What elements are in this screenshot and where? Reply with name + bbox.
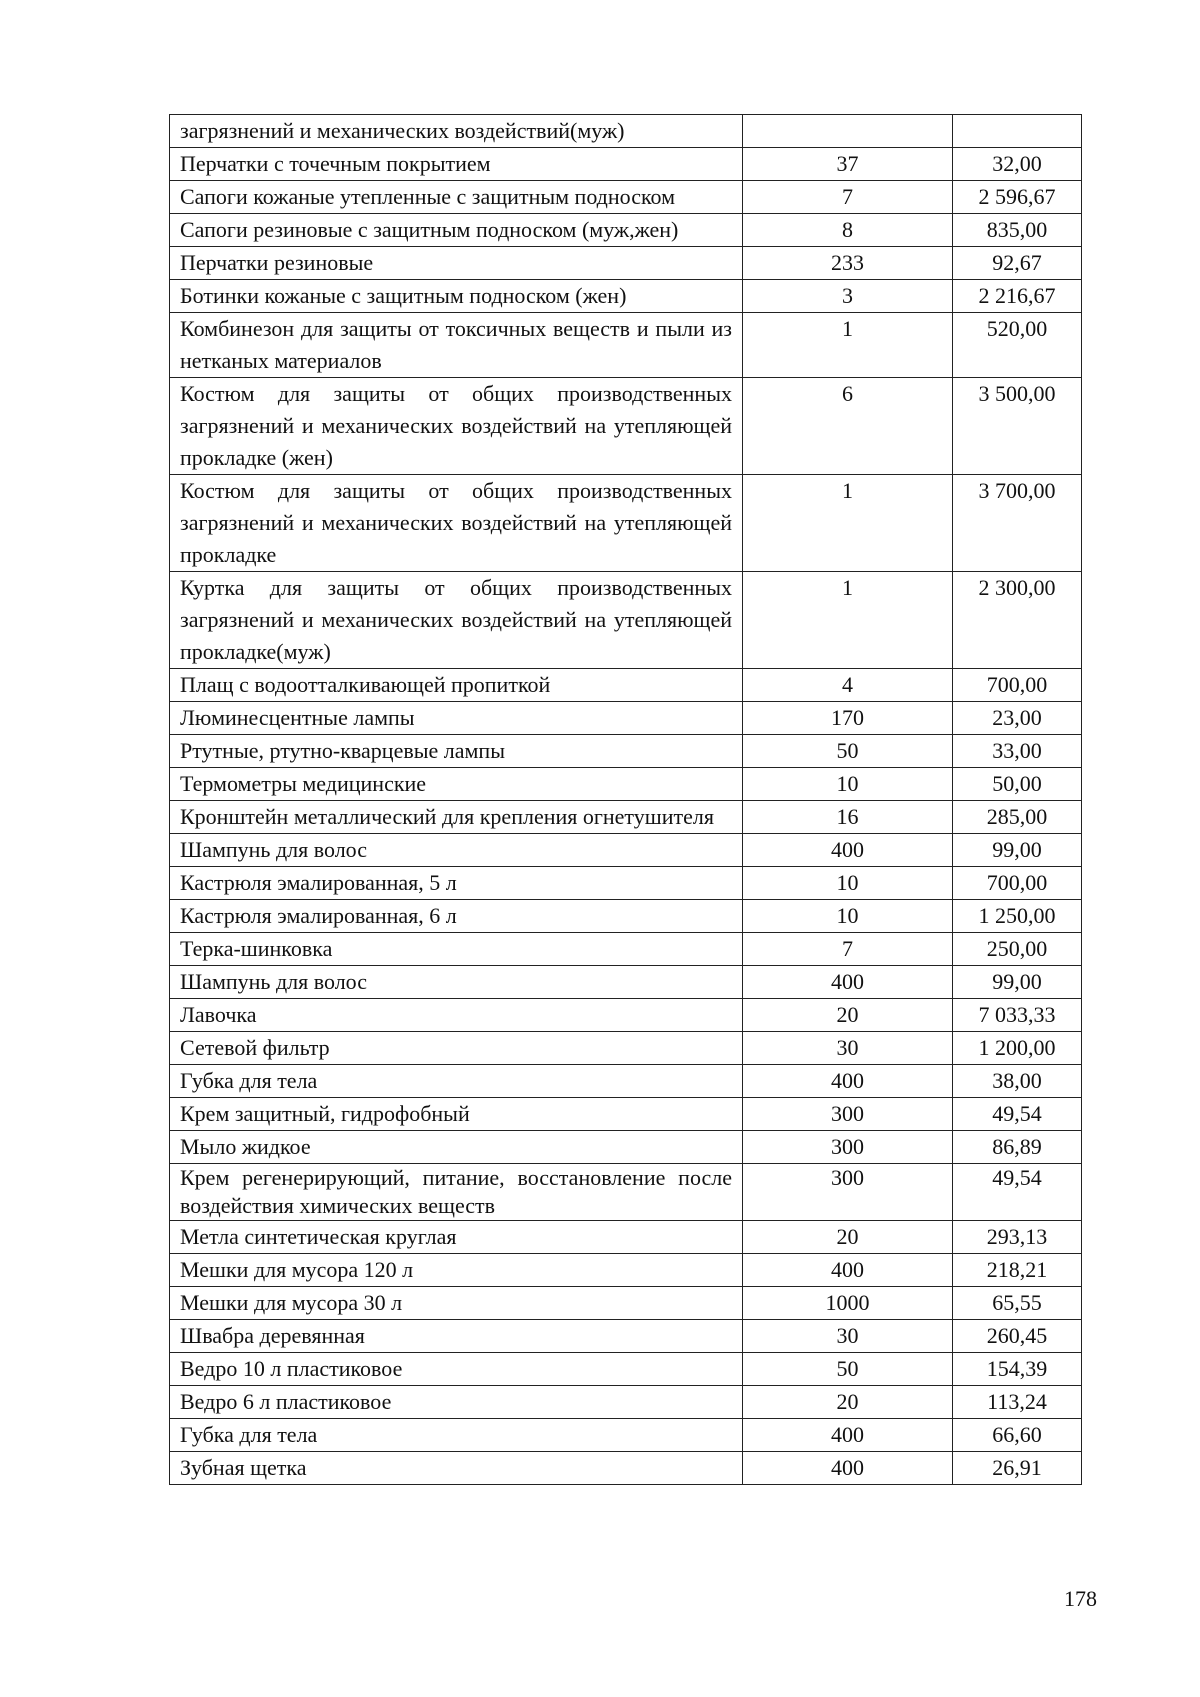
- quantity-cell: 37: [743, 148, 953, 181]
- table-row: [170, 1221, 1082, 1254]
- table-row: [170, 1386, 1082, 1419]
- price-cell: 49,54: [953, 1164, 1082, 1221]
- table-row: [170, 1320, 1082, 1353]
- price-cell: 66,60: [953, 1419, 1082, 1452]
- table-row: [170, 378, 1082, 475]
- item-name-cell: Губка для тела: [170, 1065, 743, 1098]
- item-name-cell: Зубная щетка: [170, 1452, 743, 1485]
- table-row: [170, 702, 1082, 735]
- table-row: [170, 867, 1082, 900]
- item-name-cell: Мыло жидкое: [170, 1131, 743, 1164]
- item-name-cell: Кастрюля эмалированная, 6 л: [170, 900, 743, 933]
- price-cell: 3 700,00: [953, 475, 1082, 572]
- price-cell: 49,54: [953, 1098, 1082, 1131]
- quantity-cell: 30: [743, 1032, 953, 1065]
- item-name-cell: Терка-шинковка: [170, 933, 743, 966]
- table-row: [170, 1164, 1082, 1221]
- quantity-cell: 50: [743, 735, 953, 768]
- item-name-cell: Костюм для защиты от общих производственных загрязнений и механических воздействий на утепляющей прокладке: [170, 475, 743, 572]
- items-table-body: [170, 115, 1082, 1485]
- quantity-cell: 3: [743, 280, 953, 313]
- table-row: [170, 247, 1082, 280]
- table-row: [170, 933, 1082, 966]
- price-cell: 285,00: [953, 801, 1082, 834]
- quantity-cell: 300: [743, 1131, 953, 1164]
- table-row: [170, 1131, 1082, 1164]
- quantity-cell: 400: [743, 1452, 953, 1485]
- item-name-cell: Шампунь для волос: [170, 966, 743, 999]
- item-name-cell: Куртка для защиты от общих производственных загрязнений и механических воздействий на утепляющей прокладке(муж): [170, 572, 743, 669]
- table-row: [170, 966, 1082, 999]
- table-row: [170, 1353, 1082, 1386]
- quantity-cell: 8: [743, 214, 953, 247]
- price-cell: 3 500,00: [953, 378, 1082, 475]
- table-row: [170, 801, 1082, 834]
- quantity-cell: 20: [743, 999, 953, 1032]
- item-name-cell: Шампунь для волос: [170, 834, 743, 867]
- item-name-cell: Ведро 6 л пластиковое: [170, 1386, 743, 1419]
- table-row: [170, 1032, 1082, 1065]
- table-row: [170, 214, 1082, 247]
- price-cell: 1 250,00: [953, 900, 1082, 933]
- table-row: [170, 148, 1082, 181]
- price-cell: 218,21: [953, 1254, 1082, 1287]
- price-cell: 38,00: [953, 1065, 1082, 1098]
- quantity-cell: 10: [743, 768, 953, 801]
- quantity-cell: 1: [743, 475, 953, 572]
- quantity-cell: 6: [743, 378, 953, 475]
- item-name-cell: Мешки для мусора 30 л: [170, 1287, 743, 1320]
- item-name-cell: Плащ с водоотталкивающей пропиткой: [170, 669, 743, 702]
- price-cell: 250,00: [953, 933, 1082, 966]
- page-number: 178: [1064, 1586, 1097, 1611]
- price-cell: 33,00: [953, 735, 1082, 768]
- quantity-cell: 20: [743, 1221, 953, 1254]
- price-cell: 99,00: [953, 966, 1082, 999]
- price-cell: 23,00: [953, 702, 1082, 735]
- items-table: [169, 114, 1082, 1485]
- table-row: [170, 313, 1082, 378]
- item-name-cell: Губка для тела: [170, 1419, 743, 1452]
- quantity-cell: 233: [743, 247, 953, 280]
- price-cell: 2 300,00: [953, 572, 1082, 669]
- table-row: [170, 181, 1082, 214]
- item-name-cell: Ртутные, ртутно-кварцевые лампы: [170, 735, 743, 768]
- item-name-cell: Перчатки резиновые: [170, 247, 743, 280]
- quantity-cell: 10: [743, 900, 953, 933]
- quantity-cell: 400: [743, 1419, 953, 1452]
- price-cell: 86,89: [953, 1131, 1082, 1164]
- table-row: [170, 1419, 1082, 1452]
- item-name-cell: Ведро 10 л пластиковое: [170, 1353, 743, 1386]
- quantity-cell: 16: [743, 801, 953, 834]
- price-cell: 2 216,67: [953, 280, 1082, 313]
- item-name-cell: Термометры медицинские: [170, 768, 743, 801]
- item-name-cell: Кронштейн металлический для крепления огнетушителя: [170, 801, 743, 834]
- quantity-cell: [743, 115, 953, 148]
- price-cell: 99,00: [953, 834, 1082, 867]
- quantity-cell: 300: [743, 1164, 953, 1221]
- item-name-cell: Перчатки с точечным покрытием: [170, 148, 743, 181]
- item-name-cell: Ботинки кожаные с защитным подноском (жен): [170, 280, 743, 313]
- table-row: [170, 115, 1082, 148]
- item-name-cell: Сапоги кожаные утепленные с защитным подноском: [170, 181, 743, 214]
- price-cell: 700,00: [953, 867, 1082, 900]
- item-name-cell: Крем регенерирующий, питание, восстановление после воздействия химических веществ: [170, 1164, 743, 1221]
- price-cell: 1 200,00: [953, 1032, 1082, 1065]
- item-name-cell: Крем защитный, гидрофобный: [170, 1098, 743, 1131]
- table-row: [170, 1254, 1082, 1287]
- quantity-cell: 30: [743, 1320, 953, 1353]
- table-row: [170, 768, 1082, 801]
- item-name-cell: Кастрюля эмалированная, 5 л: [170, 867, 743, 900]
- table-row: [170, 900, 1082, 933]
- price-cell: 113,24: [953, 1386, 1082, 1419]
- item-name-cell: Комбинезон для защиты от токсичных веществ и пыли из нетканых материалов: [170, 313, 743, 378]
- table-row: [170, 1287, 1082, 1320]
- quantity-cell: 400: [743, 1254, 953, 1287]
- price-cell: 50,00: [953, 768, 1082, 801]
- table-row: [170, 735, 1082, 768]
- table-row: [170, 1452, 1082, 1485]
- table-row: [170, 669, 1082, 702]
- quantity-cell: 50: [743, 1353, 953, 1386]
- item-name-cell: загрязнений и механических воздействий(муж): [170, 115, 743, 148]
- price-cell: 520,00: [953, 313, 1082, 378]
- item-name-cell: Мешки для мусора 120 л: [170, 1254, 743, 1287]
- quantity-cell: 1: [743, 313, 953, 378]
- price-cell: 260,45: [953, 1320, 1082, 1353]
- table-row: [170, 1098, 1082, 1131]
- quantity-cell: 400: [743, 1065, 953, 1098]
- price-cell: [953, 115, 1082, 148]
- quantity-cell: 170: [743, 702, 953, 735]
- quantity-cell: 4: [743, 669, 953, 702]
- quantity-cell: 400: [743, 834, 953, 867]
- price-cell: 32,00: [953, 148, 1082, 181]
- price-cell: 700,00: [953, 669, 1082, 702]
- quantity-cell: 300: [743, 1098, 953, 1131]
- price-cell: 92,67: [953, 247, 1082, 280]
- price-cell: 7 033,33: [953, 999, 1082, 1032]
- item-name-cell: Сетевой фильтр: [170, 1032, 743, 1065]
- table-row: [170, 999, 1082, 1032]
- quantity-cell: 20: [743, 1386, 953, 1419]
- table-row: [170, 280, 1082, 313]
- price-cell: 65,55: [953, 1287, 1082, 1320]
- table-row: [170, 1065, 1082, 1098]
- quantity-cell: 7: [743, 933, 953, 966]
- item-name-cell: Костюм для защиты от общих производственных загрязнений и механических воздействий на утепляющей прокладке (жен): [170, 378, 743, 475]
- table-row: [170, 572, 1082, 669]
- price-cell: 835,00: [953, 214, 1082, 247]
- quantity-cell: 10: [743, 867, 953, 900]
- table-row: [170, 475, 1082, 572]
- quantity-cell: 400: [743, 966, 953, 999]
- item-name-cell: Люминесцентные лампы: [170, 702, 743, 735]
- quantity-cell: 1000: [743, 1287, 953, 1320]
- price-cell: 154,39: [953, 1353, 1082, 1386]
- item-name-cell: Сапоги резиновые с защитным подноском (муж,жен): [170, 214, 743, 247]
- item-name-cell: Лавочка: [170, 999, 743, 1032]
- item-name-cell: Швабра деревянная: [170, 1320, 743, 1353]
- price-cell: 2 596,67: [953, 181, 1082, 214]
- quantity-cell: 1: [743, 572, 953, 669]
- item-name-cell: Метла синтетическая круглая: [170, 1221, 743, 1254]
- price-cell: 293,13: [953, 1221, 1082, 1254]
- quantity-cell: 7: [743, 181, 953, 214]
- table-row: [170, 834, 1082, 867]
- price-cell: 26,91: [953, 1452, 1082, 1485]
